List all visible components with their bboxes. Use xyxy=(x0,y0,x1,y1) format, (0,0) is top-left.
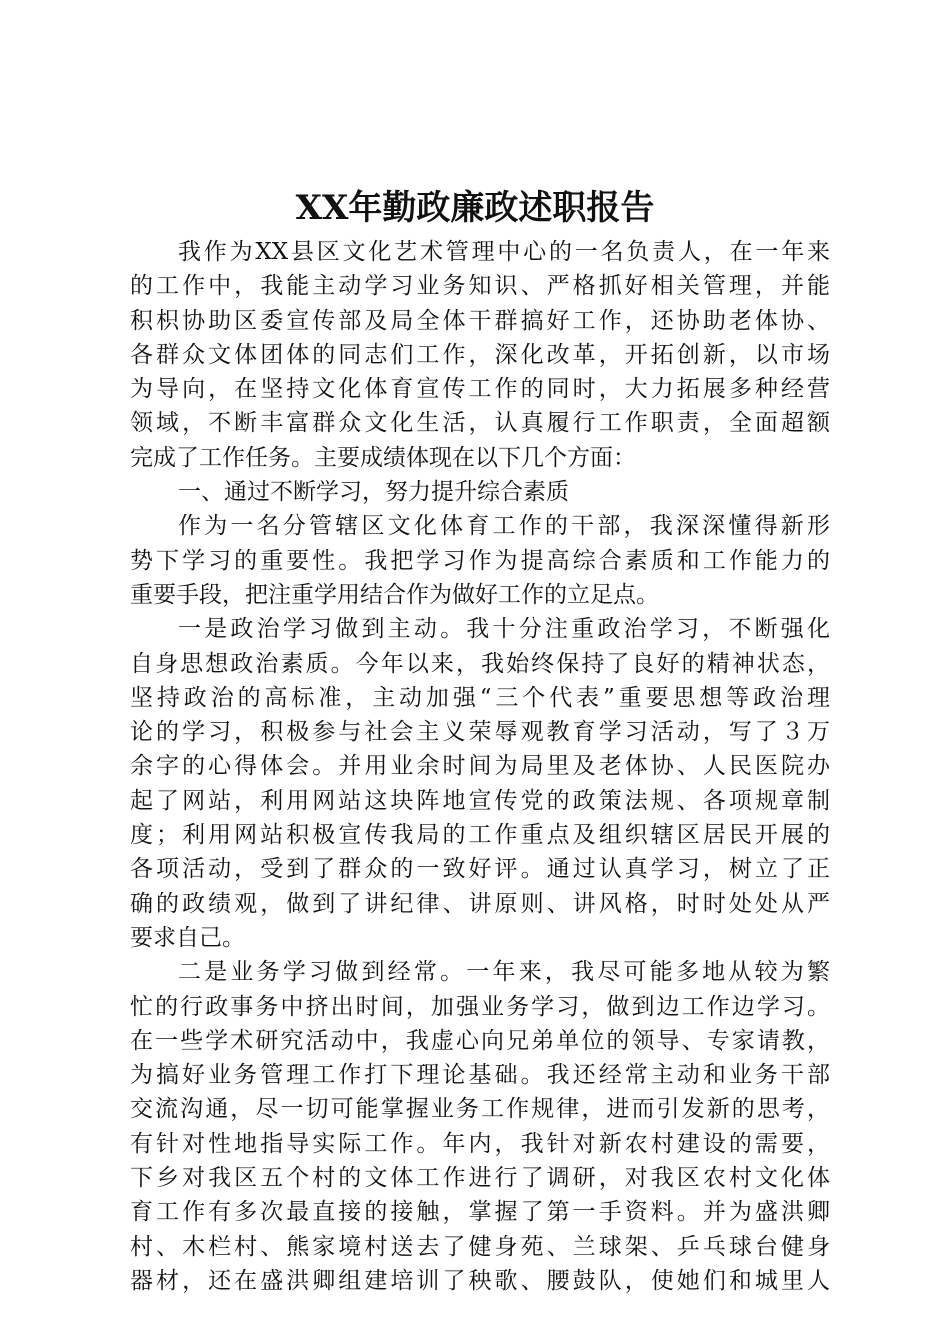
paragraph-line: 的工作中，我能主动学习业务知识、严格抓好相关管理，并能 xyxy=(130,273,830,300)
paragraph-line: 要求自己。 xyxy=(130,924,245,951)
paragraph-line: 确的政绩观，做到了讲纪律、讲原则、讲风格，时时处处从严 xyxy=(130,890,830,917)
paragraph-line: 余字的心得体会。并用业余时间为局里及老体协、人民医院办 xyxy=(130,753,830,780)
paragraph-line: 领域，不断丰富群众文化生活，认真履行工作职责，全面超额 xyxy=(130,410,830,437)
paragraph-line: 忙的行政事务中挤出时间，加强业务学习，做到边工作边学习。 xyxy=(130,993,830,1020)
paragraph-line: 有针对性地指导实际工作。年内，我针对新农村建设的需要， xyxy=(130,1130,830,1157)
paragraph-line: 村、木栏村、熊家境村送去了健身苑、兰球架、乒乓球台健身 xyxy=(130,1233,830,1260)
paragraph-line: 二是业务学习做到经常。一年来，我尽可能多地从较为繁 xyxy=(178,959,830,986)
paragraph-line: 育工作有多次最直接的接触，掌握了第一手资料。并为盛洪卿 xyxy=(130,1199,830,1226)
paragraph-line: 器材，还在盛洪卿组建培训了秧歌、腰鼓队，使她们和城里人 xyxy=(130,1267,830,1294)
paragraph-line: 重要手段，把注重学用结合作为做好工作的立足点。 xyxy=(130,581,659,608)
section-heading: 一、通过不断学习，努力提升综合素质 xyxy=(178,479,569,506)
document-body xyxy=(130,235,830,1298)
paragraph-line: 坚持政治的高标准，主动加强“三个代表”重要思想等政治理 xyxy=(130,684,830,711)
paragraph-line: 在一些学术研究活动中，我虚心向兄弟单位的领导、专家请教， xyxy=(130,1027,830,1054)
paragraph-line: 我作为XX县区文化艺术管理中心的一名负责人，在一年来 xyxy=(178,239,830,265)
paragraph-line: 下乡对我区五个村的文体工作进行了调研，对我区农村文化体 xyxy=(130,1165,830,1192)
paragraph-line: 自身思想政治素质。今年以来，我始终保持了良好的精神状态， xyxy=(130,650,830,677)
paragraph-line: 度；利用网站积极宣传我局的工作重点及组织辖区居民开展的 xyxy=(130,822,830,849)
paragraph-line: 交流沟通，尽一切可能掌握业务工作规律，进而引发新的思考， xyxy=(130,1096,830,1123)
paragraph-line: 完成了工作任务。主要成绩体现在以下几个方面： xyxy=(130,444,636,471)
paragraph-line: 起了网站，利用网站这块阵地宣传党的政策法规、各项规章制 xyxy=(130,787,830,814)
paragraph-line: 一是政治学习做到主动。我十分注重政治学习，不断强化 xyxy=(178,616,830,643)
paragraph-line: 各群众文体团体的同志们工作，深化改革，开拓创新，以市场 xyxy=(130,341,830,368)
paragraph-line: 论的学习，积极参与社会主义荣辱观教育学习活动，写了３万 xyxy=(130,719,830,746)
paragraph-line: 各项活动，受到了群众的一致好评。通过认真学习，树立了正 xyxy=(130,856,830,883)
paragraph-line: 作为一名分管辖区文化体育工作的干部，我深深懂得新形 xyxy=(178,513,830,540)
document-title: XX年勤政廉政述职报告 xyxy=(295,188,655,228)
paragraph-line: 积枳协助区委宣传部及局全体干群搞好工作，还协助老体协、 xyxy=(130,307,830,334)
paragraph-line: 为搞好业务管理工作打下理论基础。我还经常主动和业务干部 xyxy=(130,1062,830,1089)
paragraph-line: 为导向，在坚持文化体育宣传工作的同时，大力拓展多种经营 xyxy=(130,376,830,403)
paragraph-line: 势下学习的重要性。我把学习作为提高综合素质和工作能力的 xyxy=(130,547,830,574)
